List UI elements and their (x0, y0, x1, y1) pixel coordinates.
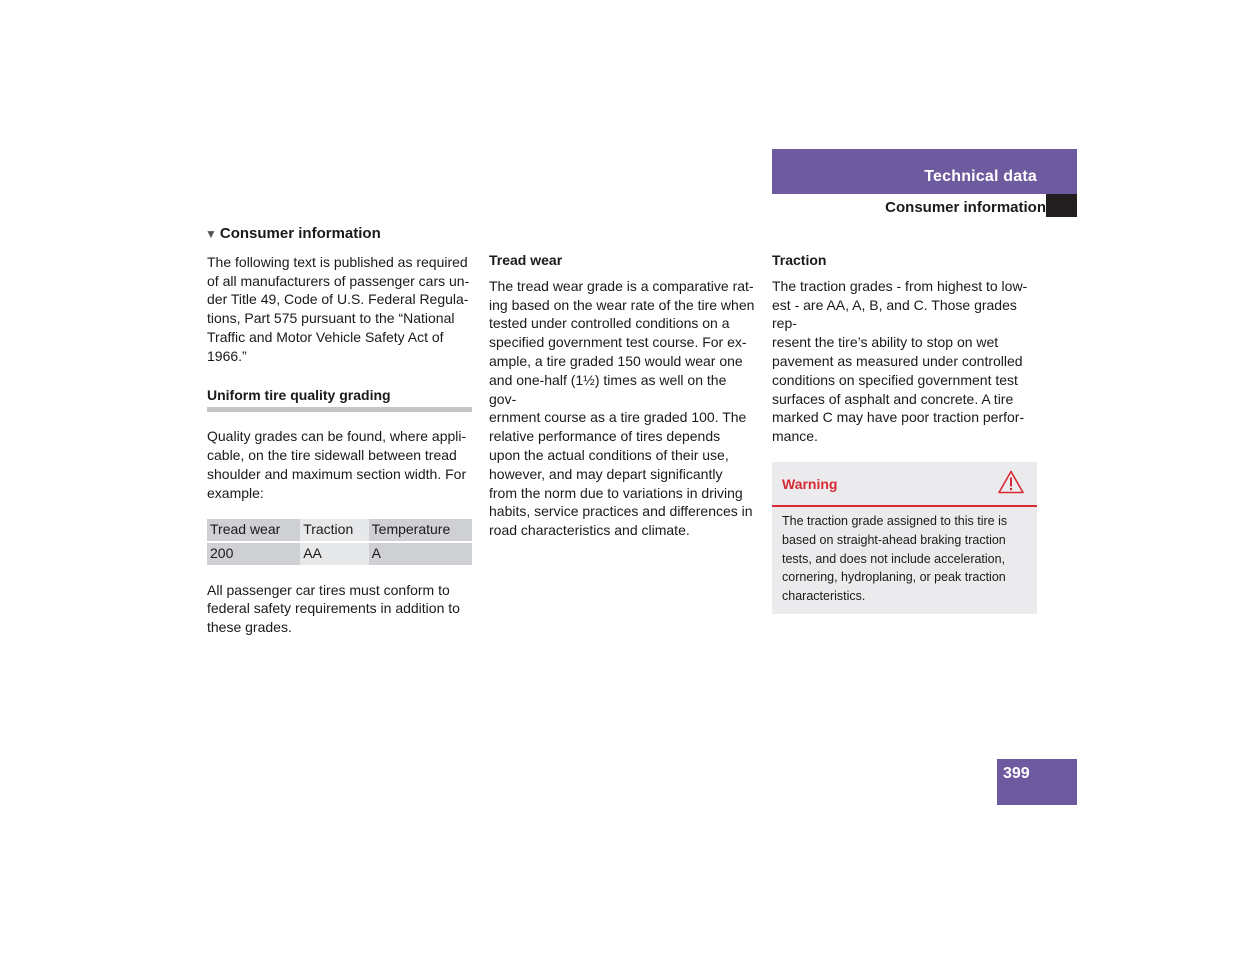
text-line: 1966.” (207, 347, 247, 364)
table-cell: AA (300, 543, 368, 565)
grades-table (207, 519, 472, 565)
warning-label: Warning (782, 475, 838, 492)
header-marker-block (1046, 194, 1077, 217)
text-line: est - are AA, A, B, and C. Those grades rep- (772, 296, 1017, 332)
text-line: mance. (772, 428, 818, 445)
table-header-cell: Traction (300, 519, 368, 543)
section-heading (205, 225, 473, 244)
intro-paragraph (207, 253, 473, 366)
uniform-grading-heading: Uniform tire quality grading (207, 386, 472, 413)
chapter-title: Technical data (924, 168, 1037, 185)
text-line: marked C may have poor traction perfor- (772, 409, 1025, 426)
quality-paragraph (207, 427, 473, 502)
traction-heading: Traction (772, 252, 827, 268)
column-2 (489, 251, 755, 540)
triangle-down-icon: ▼ (205, 227, 217, 242)
text-line: cornering, hydroplaning, or peak traction (782, 570, 1006, 585)
text-line: der Title 49, Code of U.S. Federal Regula- (207, 291, 469, 308)
text-line: tested under controlled conditions on a (489, 315, 730, 332)
warning-header (772, 462, 1037, 507)
warning-body (772, 507, 1037, 614)
page-number-tab (997, 759, 1077, 805)
text-line: characteristics. (782, 589, 866, 604)
text-line: ample, a tire graded 150 would wear one (489, 352, 743, 369)
text-line: specified government test course. For ex- (489, 334, 747, 351)
text-line: All passenger car tires must conform to (207, 581, 450, 598)
tread-wear-paragraph (489, 277, 755, 540)
section-title: Consumer information (885, 199, 1046, 216)
text-line: these grades. (207, 619, 292, 636)
table-header-cell: Temperature (369, 519, 472, 543)
text-line: example: (207, 484, 264, 501)
text-line: conditions on specified government test (772, 371, 1018, 388)
warning-triangle-icon (998, 470, 1024, 494)
text-line: pavement as measured under controlled (772, 352, 1023, 369)
warning-box (772, 462, 1037, 614)
section-heading-text: Consumer information (219, 225, 381, 242)
text-line: The tread wear grade is a comparative rat- (489, 277, 754, 294)
table-cell: 200 (207, 543, 300, 565)
text-line: based on straight-ahead braking traction (782, 532, 1006, 547)
text-line: road characteristics and climate. (489, 522, 690, 539)
text-line: resent the tire’s ability to stop on wet (772, 334, 999, 351)
page-number: 399 (1003, 765, 1030, 782)
table-row (207, 543, 472, 565)
text-line: however, and may depart significantly (489, 465, 723, 482)
text-line: The traction grades - from highest to low- (772, 277, 1028, 294)
text-line: relative performance of tires depends (489, 428, 721, 445)
text-line: ing based on the wear rate of the tire when (489, 296, 755, 313)
table-header-cell: Tread wear (207, 519, 300, 543)
text-line: Traffic and Motor Vehicle Safety Act of (207, 328, 444, 345)
header-band (772, 149, 1077, 194)
closing-paragraph (207, 581, 473, 637)
column-3 (772, 251, 1038, 614)
text-line: upon the actual conditions of their use, (489, 446, 729, 463)
text-line: surfaces of asphalt and concrete. A tire (772, 390, 1014, 407)
text-line: tions, Part 575 pursuant to the “National (207, 310, 455, 327)
text-line: habits, service practices and differences in (489, 503, 753, 520)
text-line: cable, on the tire sidewall between tread (207, 447, 457, 464)
text-line: shoulder and maximum section width. For (207, 465, 467, 482)
text-line: from the norm due to variations in driving (489, 484, 743, 501)
text-line: of all manufacturers of passenger cars un- (207, 272, 470, 289)
tread-wear-heading: Tread wear (489, 252, 563, 268)
text-line: tests, and does not include acceleration, (782, 551, 1006, 566)
text-line: Quality grades can be found, where appli- (207, 428, 467, 445)
traction-paragraph (772, 277, 1038, 446)
text-line: The following text is published as required (207, 253, 468, 270)
column-1 (207, 225, 473, 637)
table-cell: A (369, 543, 472, 565)
text-line: and one-half (1½) times as well on the gov- (489, 371, 727, 407)
table-header-row (207, 519, 472, 543)
text-line: federal safety requirements in addition to (207, 600, 460, 617)
text-line: ernment course as a tire graded 100. The (489, 409, 747, 426)
text-line: The traction grade assigned to this tire is (782, 513, 1008, 528)
